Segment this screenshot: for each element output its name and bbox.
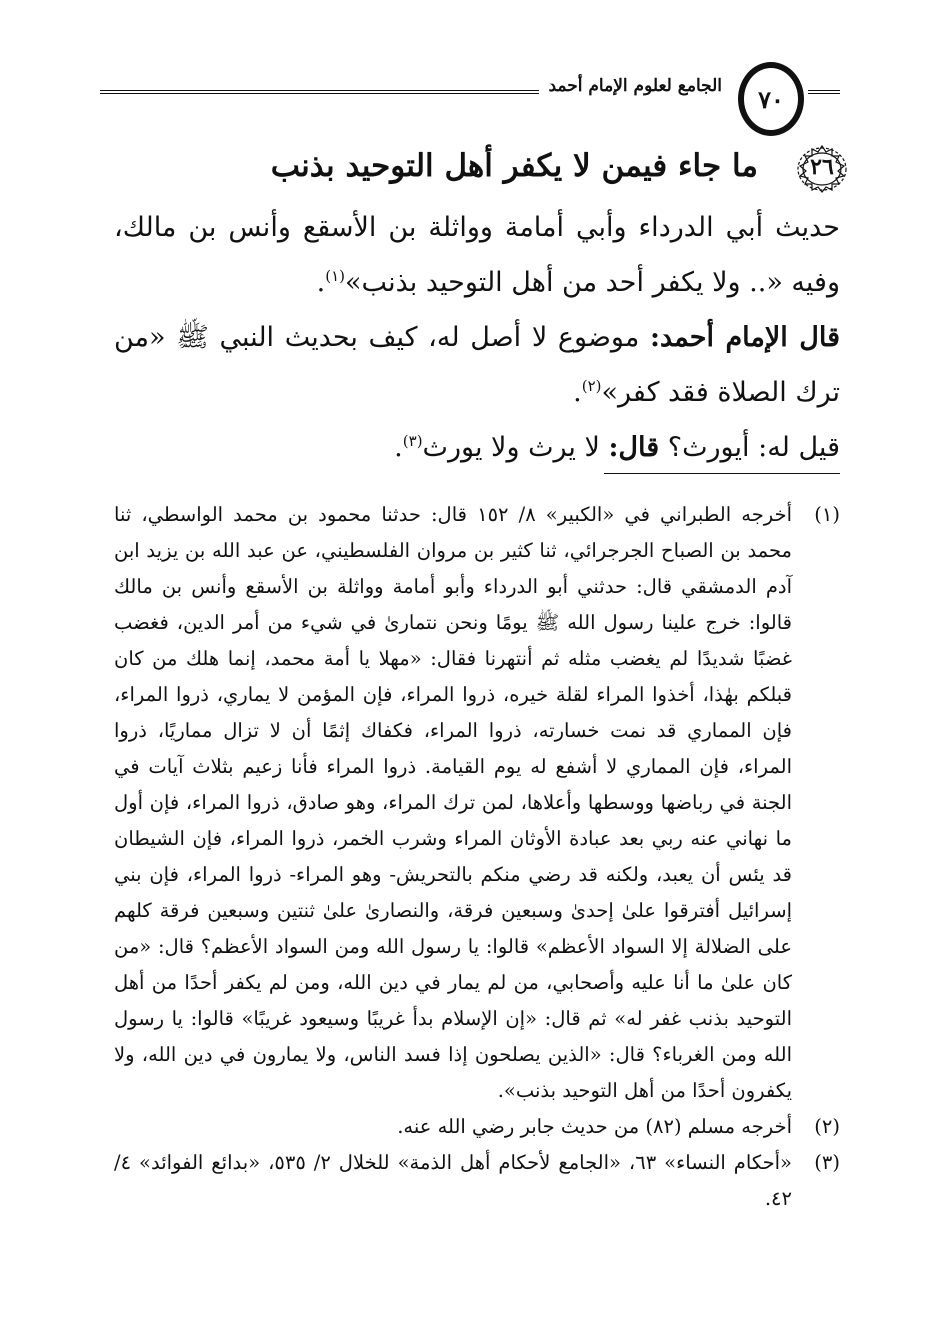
main-text (114, 200, 840, 475)
speaker-label: قال الإمام أحمد: (650, 322, 840, 353)
footnote-text: أخرجه الطبراني في «الكبير» ٨/ ١٥٢ قال: حدثنا محمود بن محمد الواسطي، ثنا محمد بن الصباح الجرجرائي، ثنا كثير بن مروان الفلسطيني، عن عبد الله بن يزيد ابن آدم الدمشقي قال: حدثني أبو الدرداء وأبو أمامة وواثلة بن الأسقع وأنس بن مالك قالوا: خرج علينا رسول الله ﷺ يومًا ونحن نتمارىٰ في شيء من أمر الدين، فغضب غضبًا شديدًا لم يغضب مثله ثم أنتهرنا فقال: «مهلا يا أمة محمد، إنما هلك من كان قبلكم بهٰذا، أخذوا المراء لقلة خيره، ذروا المراء، فإن المؤمن لا يماري، ذروا المراء، فإن المماري قد نمت خسارته، ذروا المراء، فكفاك إثمًا أن لا تزال مماريًا، ذروا المراء، فإن المماري لا أشفع له يوم القيامة. ذروا المراء فأنا زعيم بثلاث آيات في الجنة في رباضها ووسطها وأعلاها، لمن ترك المراء، وهو صادق، ذروا المراء، فإن أول ما نهاني عنه ربي بعد عبادة الأوثان المراء وشرب الخمر، ذروا المراء، فإن الشيطان قد يئس أن يعبد، ولكنه قد رضي منكم بالتحريش- وهو المراء- ذروا المراء، فإن بني إسرائيل أفترقوا علىٰ إحدىٰ وسبعين فرقة، والنصارىٰ علىٰ ثنتين وسبعين فرقة كلهم على الضلالة إلا السواد الأعظم» قالوا: يا رسول الله ومن السواد الأعظم؟ قال: «من كان علىٰ ما أنا عليه وأصحابي، من لم يمار في دين الله، ومن لم يكفر أحدًا من أهل التوحيد بذنب غفر له» ثم قال: «إن الإسلام بدأ غريبًا وسيعود غريبًا» قالوا: يا رسول الله ومن الغرباء؟ قال: «الذين يصلحون إذا فسد الناس، ولا يمارون في دين الله، ولا يكفرون أحدًا من أهل التوحيد بذنب». (114, 503, 792, 1102)
footnote-divider (604, 473, 840, 474)
footnotes (114, 497, 840, 1217)
footnote-number: (١) (814, 503, 840, 526)
paragraph-end: . (316, 267, 326, 298)
paragraph-imam-ahmad (114, 310, 840, 420)
footnote-number: (٣) (814, 1151, 840, 1174)
running-title: الجامع لعلوم الإمام أحمد (539, 76, 733, 96)
chapter-title: ما جاء فيمن لا يكفر أهل التوحيد بذنب (270, 148, 758, 184)
footnote-text: أخرجه مسلم (٨٢) من حديث جابر رضي الله عنه. (397, 1115, 792, 1138)
page-number: ٧٠ (738, 62, 804, 136)
footnote-ref-2: (٢) (581, 377, 602, 395)
paragraph-end: . (394, 432, 403, 463)
chapter-number: ٢٦ (810, 154, 834, 180)
page-header (100, 58, 840, 138)
answer-label: قال: (608, 432, 660, 463)
footnote (114, 497, 840, 1109)
answer-text: لا يرث ولا يورث (422, 432, 609, 463)
footnote-number: (٢) (814, 1115, 840, 1138)
paragraph-end: . (573, 377, 582, 408)
paragraph-question (114, 420, 840, 475)
question-text: قيل له: أيورث؟ (659, 432, 840, 463)
footnote-text: «أحكام النساء» ٦٣، «الجامع لأحكام أهل الذمة» للخلال ٢/ ٥٣٥، «بدائع الفوائد» ٤/ ٤٢. (114, 1151, 792, 1210)
paragraph-hadith-text: حديث أبي الدرداء وأبي أمامة وواثلة بن الأسقع وأنس بن مالك، وفيه «.. ولا يكفر أحد من أهل التوحيد بذنب» (114, 212, 840, 298)
paragraph-imam-ahmad-text: موضوع لا أصل له، كيف بحديث النبي ﷺ «من ترك الصلاة فقد كفر» (114, 322, 840, 408)
header-rule-right (808, 90, 840, 94)
footnote (114, 1109, 840, 1145)
chapter-heading (110, 144, 850, 194)
footnote (114, 1145, 840, 1217)
footnote-ref-1: (١) (325, 267, 346, 285)
paragraph-hadith (114, 200, 840, 310)
footnote-ref-3: (٣) (402, 432, 423, 450)
